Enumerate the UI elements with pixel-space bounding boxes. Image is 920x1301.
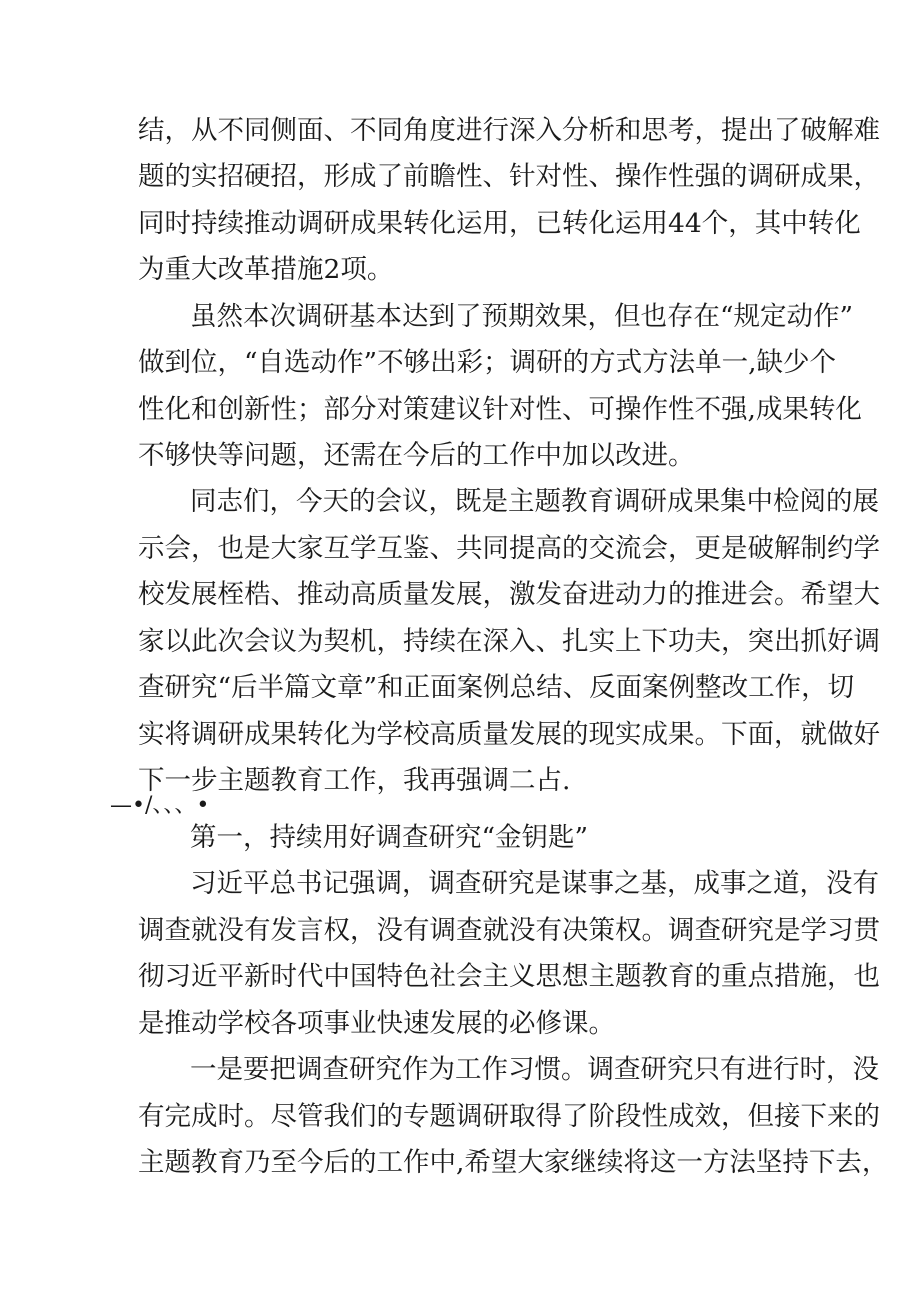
- separator-line: —•/、、、•: [110, 793, 210, 818]
- text-line: 实将调研成果转化为学校高质量发展的现实成果。下面，就做好: [138, 719, 880, 750]
- text-line: 查研究“后半篇文章”和正面案例总结、反面案例整改工作，切: [138, 672, 855, 703]
- text-line: 不够快等问题，还需在今后的工作中加以改进。: [138, 440, 695, 471]
- text-line: 校发展桎梏、推动高质量发展，激发奋进动力的推进会。希望大: [138, 579, 880, 610]
- text-line: 调查就没有发言权，没有调查就没有决策权。调查研究是学习贯: [138, 915, 880, 946]
- text-line: 示会，也是大家互学互鉴、共同提高的交流会，更是破解制约学: [138, 533, 880, 564]
- text-line: 有完成时。尽管我们的专题调研取得了阶段性成效，但接下来的: [138, 1101, 880, 1132]
- paragraph-start-line: 习近平总书记强调，调查研究是谋事之基，成事之道，没有: [190, 868, 879, 899]
- text-line: 下一步主题教育工作，我再强调二占.: [138, 765, 571, 796]
- text-line: 主题教育乃至今后的工作中,希望大家继续将这一方法坚持下去，: [138, 1147, 889, 1178]
- paragraph-start-line: 虽然本次调研基本达到了预期效果，但也存在“规定动作”: [190, 301, 854, 332]
- text-line: 同时持续推动调研成果转化运用，已转化运用44个，其中转化: [138, 208, 861, 239]
- text-line: 彻习近平新时代中国特色社会主义思想主题教育的重点措施，也: [138, 961, 880, 992]
- text-line: 家以此次会议为契机，持续在深入、扎实上下功夫，突出抓好调: [138, 626, 880, 657]
- text-line: 性化和创新性；部分对策建议针对性、可操作性不强,成果转化: [138, 394, 862, 425]
- paragraph-start-line: 一是要把调查研究作为工作习惯。调查研究只有进行时，没: [190, 1054, 879, 1085]
- text-line: 是推动学校各项事业快速发展的必修课。: [138, 1008, 615, 1039]
- text-line: 结，从不同侧面、不同角度进行深入分析和思考，提出了破解难: [138, 115, 880, 146]
- section-heading: 第一，持续用好调查研究“金钥匙”: [190, 822, 589, 853]
- text-line: 做到位，“自选动作”不够出彩；调研的方式方法单一,缺少个: [138, 347, 837, 378]
- text-line: 为重大改革措施2项。: [138, 254, 394, 285]
- paragraph-start-line: 同志们，今天的会议，既是主题教育调研成果集中检阅的展: [190, 486, 879, 517]
- text-line: 题的实招硬招，形成了前瞻性、针对性、操作性强的调研成果，: [138, 161, 880, 192]
